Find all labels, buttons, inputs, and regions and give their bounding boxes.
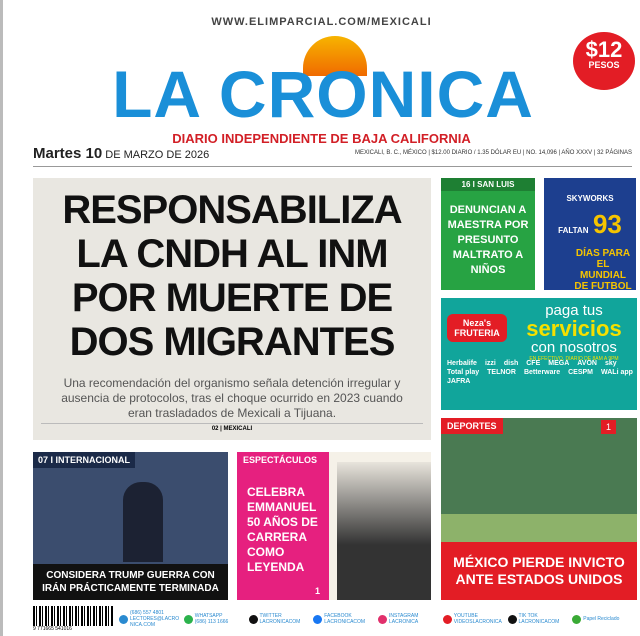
sports-title: MÉXICO PIERDE INVICTO ANTE ESTADOS UNIDOS <box>441 542 637 600</box>
brand-logo: WALi app <box>601 369 633 376</box>
brand-logo: AVON <box>577 360 597 367</box>
contact-handle: LECTORES@LACRONICA.COM <box>130 616 180 628</box>
masthead-logo: LA CRONICA <box>112 57 534 131</box>
main-headline: RESPONSABILIZA LA CNDH AL INM POR MUERTE DE DOS MIGRANTES <box>62 188 402 364</box>
footer <box>33 606 633 632</box>
edition-meta: MEXICALI, B. C., MÉXICO | $12.00 DIARIO / 1.35 DÓLAR EU | NO. 14,096 | AÑO XXXV | 32 PÁGINAS <box>354 150 632 156</box>
international-story[interactable] <box>33 452 228 600</box>
contact-name: INSTAGRAM <box>389 613 419 619</box>
price-badge <box>573 32 635 90</box>
date <box>33 145 209 162</box>
contact-name: TIK TOK <box>518 613 538 619</box>
date-day: Martes 10 <box>33 145 103 162</box>
esp-page: 1 <box>315 586 321 596</box>
contact-name: (686) 557 4801 <box>130 610 164 616</box>
brand-logo: CESPM <box>568 369 594 376</box>
field-image <box>441 514 637 542</box>
contact-name: WHATSAPP <box>194 613 223 619</box>
sports-story[interactable] <box>441 418 637 600</box>
footer-contact[interactable] <box>184 610 245 628</box>
story-title: DENUNCIAN A MAESTRA POR PRESUNTO MALTRATO A NIÑOS <box>447 204 529 276</box>
footer-contact[interactable] <box>313 610 374 628</box>
brand-logo: Betterware <box>523 369 561 376</box>
brand-logo: MEGA <box>548 360 570 367</box>
brand-logo: sky <box>604 360 617 367</box>
faltan: FALTAN <box>558 226 589 235</box>
brand-logo: dish <box>503 360 519 367</box>
date-rest: DE MARZO DE 2026 <box>102 149 210 161</box>
contact-handle: LACRONICACOM <box>324 619 366 625</box>
days-count: 93 <box>592 209 622 239</box>
store-logo: Neza's FRUTERIA <box>447 314 507 342</box>
contact-handle: LACRONICACOM <box>518 619 560 625</box>
ad-line1: paga tus <box>545 302 603 319</box>
sports-label: DEPORTES <box>441 418 503 434</box>
brand-logo: CFE <box>526 360 541 367</box>
esp-label: ESPECTÁCULOS <box>237 452 329 468</box>
footer-contact[interactable] <box>443 610 504 628</box>
social-icon <box>119 615 128 624</box>
esp-title-box <box>237 467 329 600</box>
tagline: DIARIO INDEPENDIENTE DE BAJA CALIFORNIA <box>172 131 471 146</box>
footer-contact[interactable] <box>572 610 633 628</box>
intl-title: CONSIDERA TRUMP GUERRA CON IRÁN PRÁCTICAMENTE TERMINADA <box>33 564 228 600</box>
countdown-caption: DÍAS PARA EL MUNDIAL DE FUTBOL <box>574 248 632 292</box>
contact-handle: LACRONICACOM <box>259 619 301 625</box>
contact-handle: LACRONICA <box>389 619 419 625</box>
brand-logo: izzi <box>484 360 496 367</box>
social-icon <box>313 615 322 624</box>
brand-list <box>447 360 633 385</box>
brand-logo: TELNOR <box>487 369 516 376</box>
san-luis-story[interactable] <box>441 178 535 290</box>
contact-name: YOUTUBE <box>453 613 478 619</box>
sponsor: SKYWORKS <box>566 194 614 203</box>
main-dek: Una recomendación del organismo señala detención irregular y ausencia de protocolos, tras el choque ocurrido en 2023 cuando eran trasladados de Mexicali a Tijuana. <box>61 376 403 420</box>
footer-contact[interactable] <box>249 610 310 628</box>
contact-handle: VIDEOSLACRONICA <box>453 619 502 625</box>
ad-line2: servicios <box>526 316 622 341</box>
ad-hours: EN EFECTIVO, DIARIO DE 8AM A 9PM <box>529 356 619 362</box>
contact-name: FACEBOOK <box>324 613 352 619</box>
photo-singer <box>337 462 431 600</box>
contact-name: TWITTER <box>259 613 282 619</box>
barcode <box>33 606 113 632</box>
ad-line3: con nosotros <box>531 339 617 356</box>
brand-logo: JAFRA <box>447 378 471 385</box>
story-label: 16 I SAN LUIS <box>441 178 535 191</box>
social-icon <box>184 615 193 624</box>
page-number: 1 <box>601 420 616 434</box>
footer-contact[interactable] <box>508 610 569 628</box>
intl-label: 07 I INTERNACIONAL <box>33 452 135 468</box>
world-cup-countdown <box>544 178 636 290</box>
barcode-number: 9 771665 541016 <box>33 626 72 632</box>
fruteria-ad[interactable] <box>441 298 637 410</box>
social-icon <box>443 615 452 624</box>
main-story[interactable] <box>33 178 431 440</box>
social-icon <box>572 615 581 624</box>
social-icon <box>249 615 258 624</box>
footer-contact[interactable] <box>378 610 439 628</box>
website-url[interactable]: WWW.ELIMPARCIAL.COM/MEXICALI <box>211 16 432 28</box>
esp-title: CELEBRA EMMANUEL 50 AÑOS DE CARRERA COMO LEYENDA <box>247 485 318 574</box>
social-icon <box>378 615 387 624</box>
brand-logo: Herbalife <box>447 360 477 367</box>
price-unit: PESOS <box>588 60 620 70</box>
price: $12 <box>585 37 623 62</box>
contact-handle: (686) 113 1666 <box>194 619 229 625</box>
photo-figure <box>123 482 163 562</box>
entertainment-story[interactable] <box>237 452 431 600</box>
footer-contact[interactable] <box>119 610 180 628</box>
brand-logo: Total play <box>447 369 480 376</box>
contact-name: Papel Reciclado <box>583 616 620 622</box>
social-icon <box>508 615 517 624</box>
main-section: 02 | MEXICALI <box>41 423 423 432</box>
divider <box>33 166 632 167</box>
